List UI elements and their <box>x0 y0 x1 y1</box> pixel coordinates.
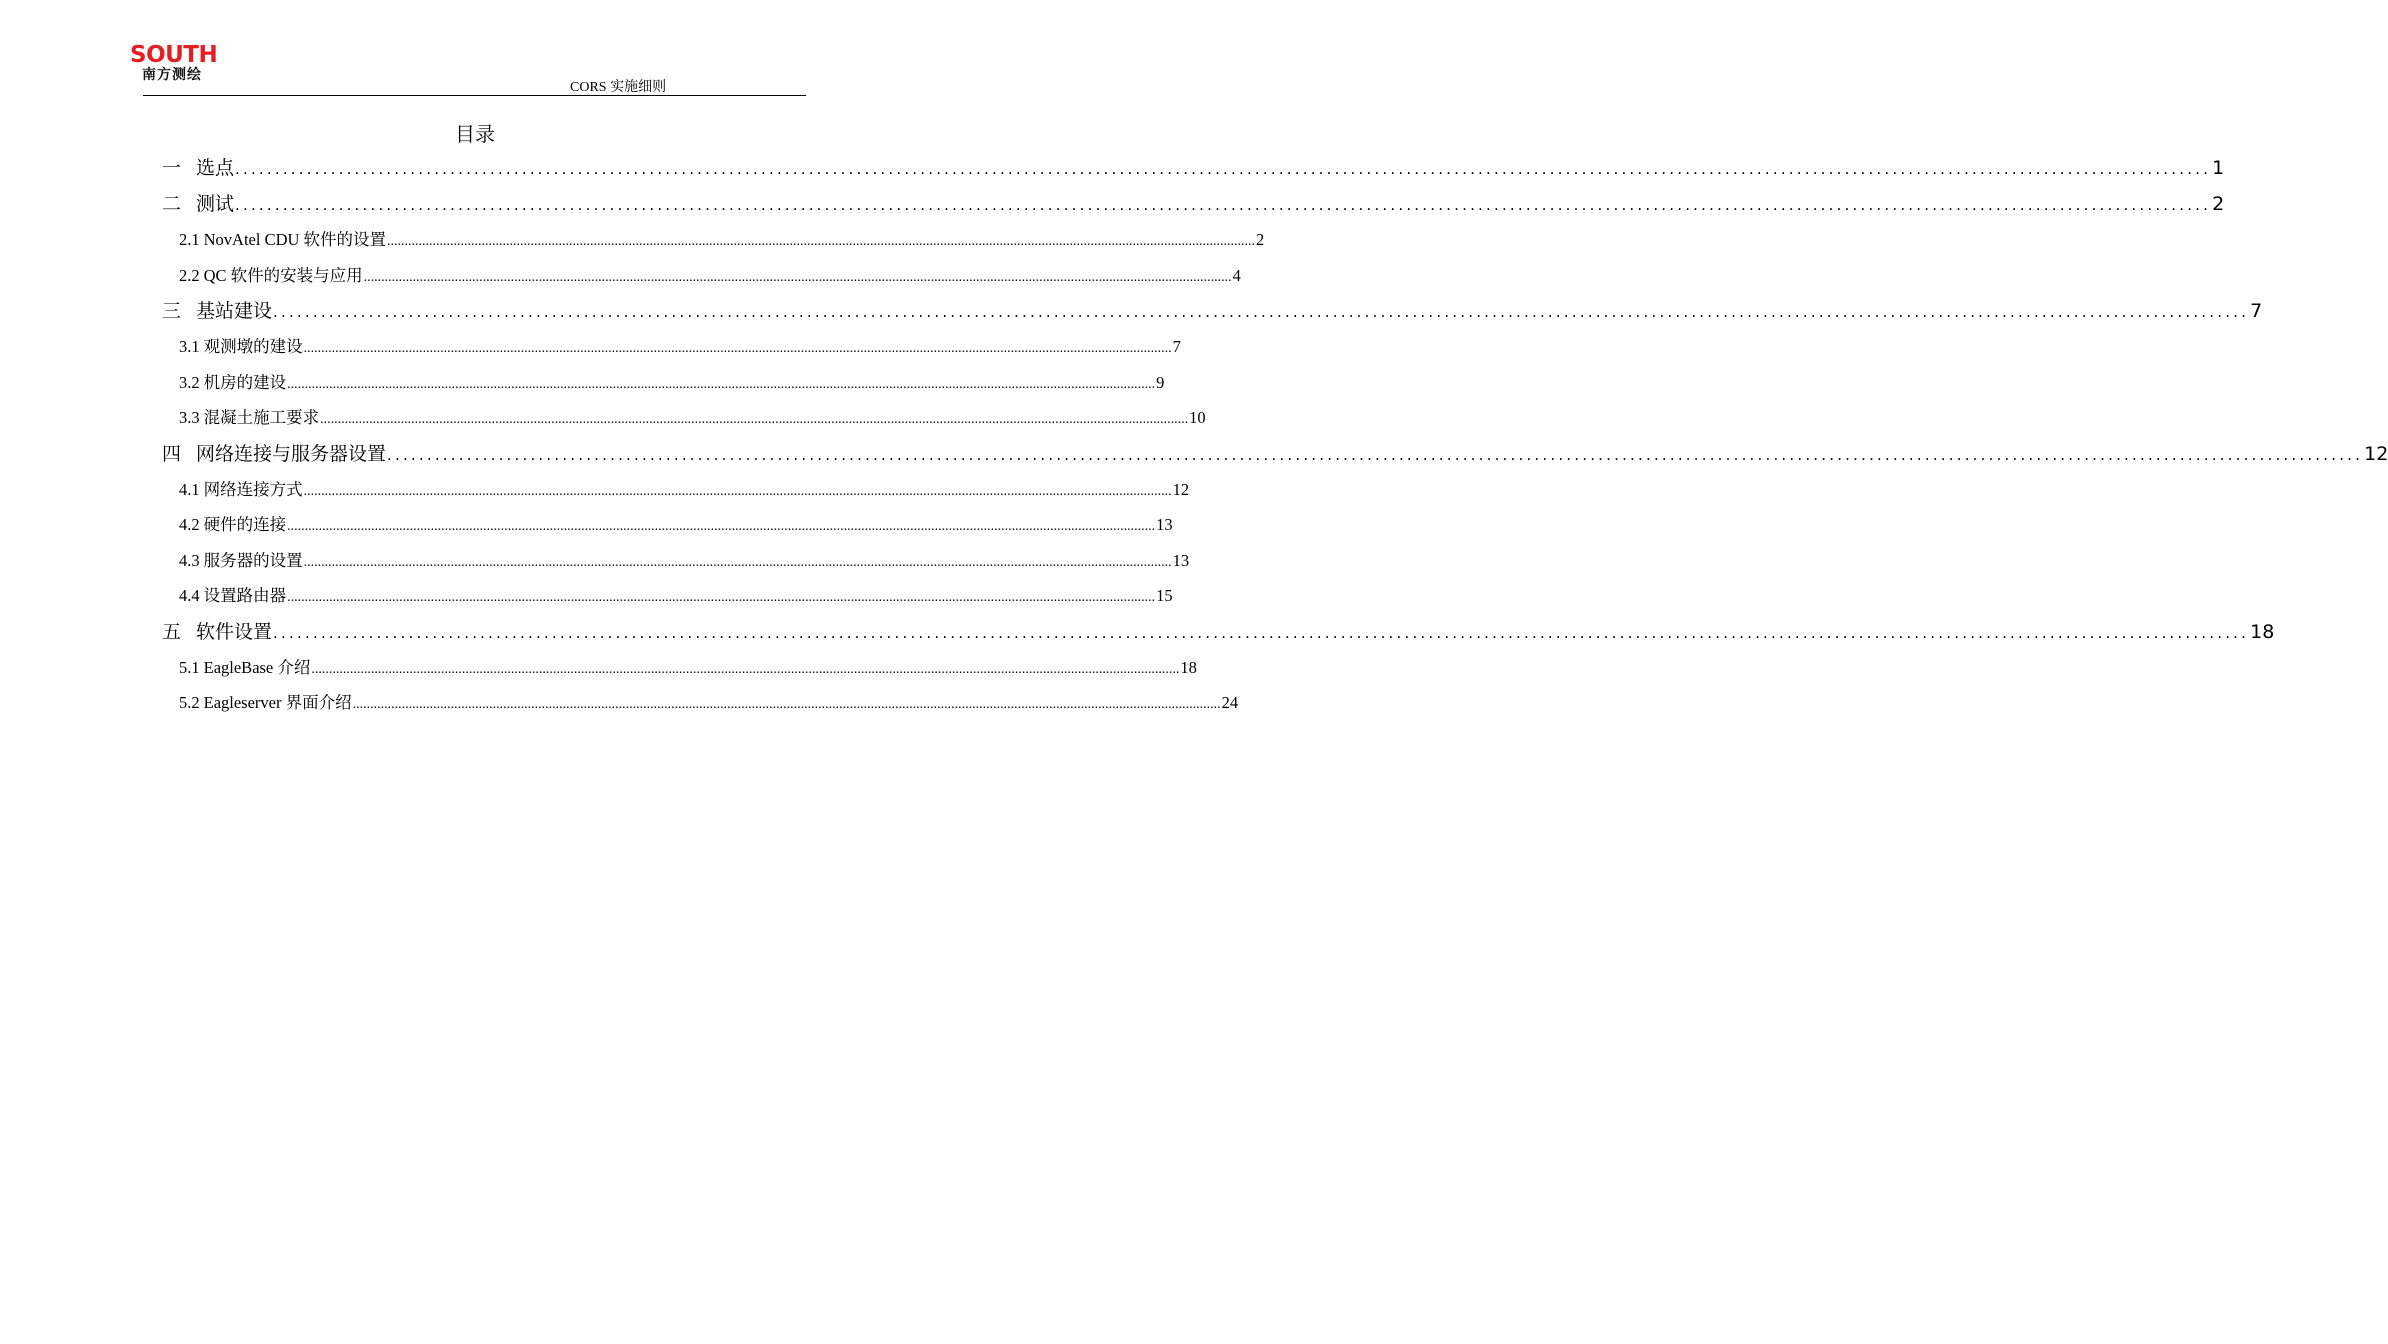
toc-entry-label: QC 软件的安装与应用 <box>203 265 363 285</box>
toc-entry-label: 网络连接与服务器设置 <box>196 442 387 465</box>
toc-page-number: 12 <box>1172 479 1190 499</box>
toc-page-number: 13 <box>1172 550 1190 570</box>
toc-entry-number: 四 <box>162 442 182 465</box>
toc-entry-label: 测试 <box>196 193 235 215</box>
toc-page-number: 7 <box>2250 300 2263 322</box>
toc-dot-leader: ........................................................................................................................................................................................................................................................ <box>273 623 2250 642</box>
toc-entry-label: 服务器的设置 <box>203 550 303 570</box>
toc-entry-label: 硬件的连接 <box>203 515 287 534</box>
toc-page-number: 2 <box>2212 193 2225 215</box>
toc-page-number: 18 <box>2250 620 2275 643</box>
toc-page-number: 18 <box>1180 657 1197 677</box>
toc-section-link[interactable] <box>162 472 1190 508</box>
toc-entry-number: 5.1 <box>179 657 200 677</box>
toc-dot-leader: ........................................................................................................................................................................................................................................................ <box>287 590 1156 605</box>
header-divider <box>143 95 806 96</box>
toc-section-link[interactable] <box>162 258 1241 294</box>
toc-section-link[interactable] <box>162 543 1190 579</box>
toc-entry-number: 3.1 <box>179 337 200 356</box>
logo-brand-cn: 南方测绘 <box>142 67 202 83</box>
toc-entry-label: 基站建设 <box>196 300 273 322</box>
toc-page-number: 12 <box>2364 442 2388 465</box>
toc-dot-leader: ........................................................................................................................................................................................................................................................ <box>273 303 2250 321</box>
toc-entry-number: 4.2 <box>179 515 200 534</box>
toc-dot-leader: ........................................................................................................................................................................................................................................................ <box>387 234 1256 249</box>
toc-page-number: 1 <box>2212 157 2225 179</box>
toc-dot-leader: ........................................................................................................................................................................................................................................................ <box>287 519 1156 534</box>
document-header-title: CORS 实施细则 <box>570 80 667 95</box>
toc-dot-leader: ........................................................................................................................................................................................................................................................ <box>320 412 1189 427</box>
toc-dot-leader: ........................................................................................................................................................................................................................................................ <box>303 554 1172 570</box>
toc-dot-leader: ........................................................................................................................................................................................................................................................ <box>387 445 2364 464</box>
toc-page-number: 24 <box>1221 693 1239 712</box>
toc-page-number: 10 <box>1189 408 1206 427</box>
toc-chapter-link[interactable] <box>162 436 2388 472</box>
toc-entry-number: 3.2 <box>179 372 200 392</box>
toc-entry-number: 5.2 <box>179 693 200 712</box>
toc-dot-leader: ........................................................................................................................................................................................................................................................ <box>303 483 1172 499</box>
toc-dot-leader: ........................................................................................................................................................................................................................................................ <box>303 341 1172 356</box>
toc-entry-number: 二 <box>162 193 182 215</box>
toc-dot-leader: ........................................................................................................................................................................................................................................................ <box>235 160 2212 178</box>
toc-entry-label: 混凝土施工要求 <box>203 408 320 427</box>
toc-entry-label: 网络连接方式 <box>203 479 303 499</box>
toc-section-link[interactable] <box>162 329 1181 365</box>
toc-section-link[interactable] <box>162 650 1197 686</box>
toc-section-link[interactable] <box>162 400 1206 436</box>
south-logo-graphic <box>130 40 220 86</box>
toc-dot-leader: ........................................................................................................................................................................................................................................................ <box>352 697 1221 712</box>
toc-entry-number: 三 <box>162 300 182 322</box>
toc-section-link[interactable] <box>162 578 1173 614</box>
toc-section-link[interactable] <box>162 222 1265 258</box>
toc-entry-number: 一 <box>162 157 182 179</box>
toc-entry-number: 4.1 <box>179 479 200 499</box>
toc-entry-label: NovAtel CDU 软件的设置 <box>203 230 387 249</box>
toc-entry-label: 观测墩的建设 <box>203 337 303 356</box>
toc-chapter-link[interactable] <box>162 614 2275 650</box>
toc-entry-number: 五 <box>162 620 182 643</box>
toc-entry-label: 软件设置 <box>196 620 273 643</box>
toc-section-link[interactable] <box>162 507 1173 543</box>
table-of-contents <box>162 150 2388 721</box>
toc-title: 目录 <box>455 122 495 146</box>
toc-page-number: 2 <box>1256 230 1265 249</box>
toc-page-number: 9 <box>1156 372 1165 392</box>
toc-entry-label: Eagleserver 界面介绍 <box>203 693 352 712</box>
toc-entry-number: 4.3 <box>179 550 200 570</box>
toc-chapter-link[interactable] <box>162 150 2225 186</box>
toc-entry-number: 4.4 <box>179 586 200 605</box>
toc-entry-label: EagleBase 介绍 <box>203 657 311 677</box>
toc-dot-leader: ........................................................................................................................................................................................................................................................ <box>311 661 1180 677</box>
toc-page-number: 13 <box>1156 515 1173 534</box>
toc-entry-number: 2.2 <box>179 265 200 285</box>
toc-section-link[interactable] <box>162 365 1165 401</box>
toc-entry-label: 机房的建设 <box>203 372 287 392</box>
logo-brand-en: SOUTH <box>130 42 218 68</box>
toc-dot-leader: ........................................................................................................................................................................................................................................................ <box>287 376 1156 392</box>
toc-entry-label: 设置路由器 <box>203 586 287 605</box>
toc-page-number: 15 <box>1156 586 1173 605</box>
toc-page-number: 4 <box>1232 265 1241 285</box>
toc-page-number: 7 <box>1172 337 1181 356</box>
toc-dot-leader: ........................................................................................................................................................................................................................................................ <box>235 196 2212 214</box>
toc-entry-number: 3.3 <box>179 408 200 427</box>
south-logo <box>130 40 220 86</box>
toc-section-link[interactable] <box>162 685 1239 721</box>
toc-chapter-link[interactable] <box>162 186 2225 222</box>
toc-chapter-link[interactable] <box>162 293 2263 329</box>
toc-dot-leader: ........................................................................................................................................................................................................................................................ <box>363 269 1232 285</box>
toc-entry-label: 选点 <box>196 157 235 179</box>
toc-entry-number: 2.1 <box>179 230 200 249</box>
